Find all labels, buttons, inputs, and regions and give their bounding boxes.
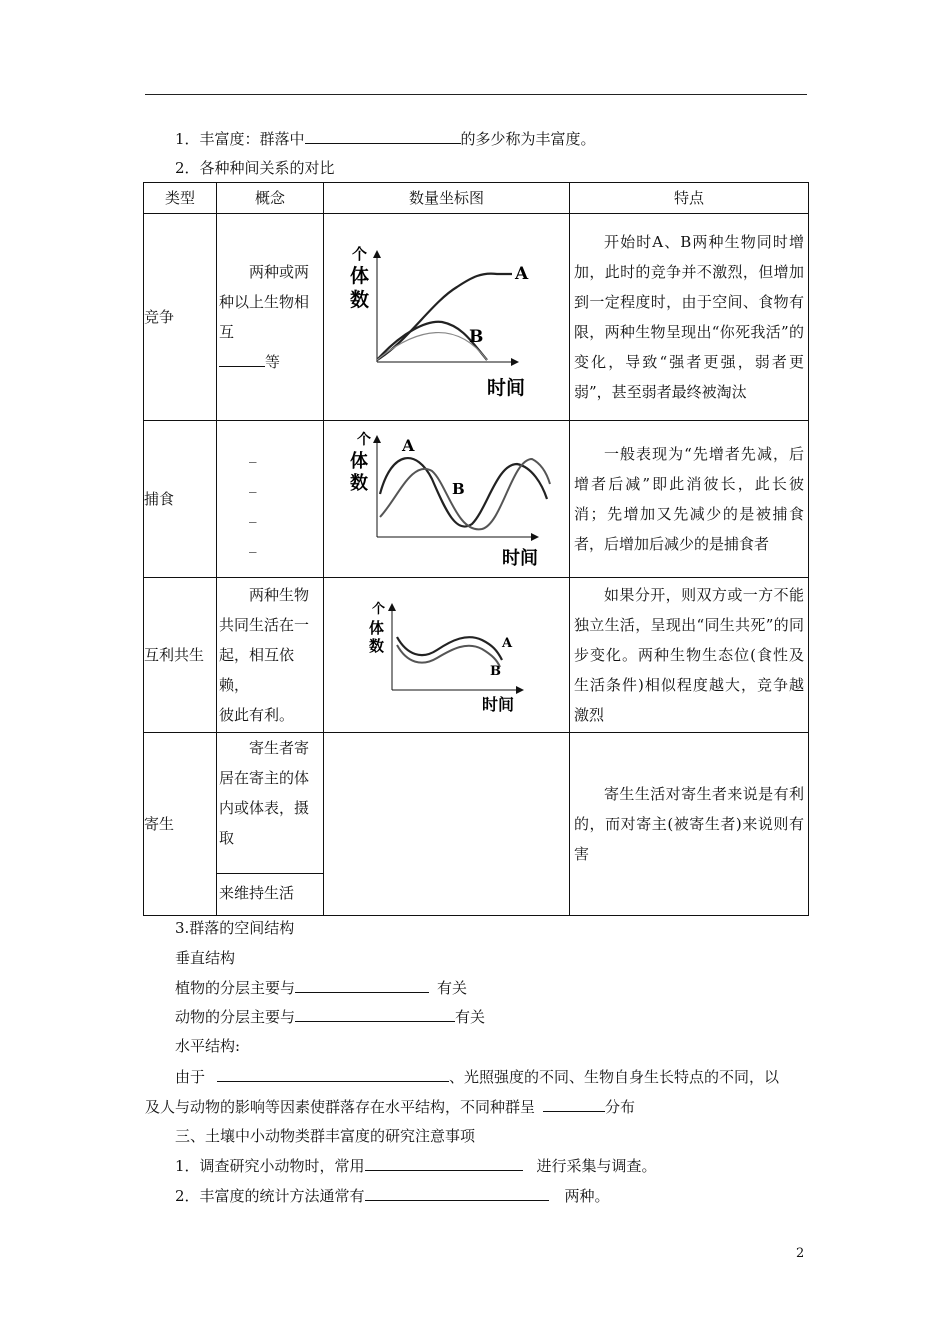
answer-blank[interactable] [365, 1155, 523, 1171]
table-row-parasitism [144, 733, 809, 916]
answer-blank[interactable] [295, 1006, 455, 1022]
y-axis-label-2: 体 [349, 265, 369, 287]
series-a-line [397, 637, 502, 660]
feature-cell [570, 214, 809, 421]
concept-line: 种以上生物相 [219, 293, 310, 311]
x-axis-label: 时间 [481, 695, 514, 714]
q1-prefix: 1．丰富度：群落中 [175, 130, 305, 148]
series-b-label: B [451, 480, 465, 498]
q1-suffix: 的多少称为丰富度。 [460, 130, 596, 148]
concept-line: 寄生者寄 [249, 739, 310, 757]
h-mid: 、光照强度的不同、生物自身生长特点的不同，以 [449, 1068, 780, 1086]
y-axis-label-2: 体 [349, 451, 368, 472]
plant-layering [175, 977, 467, 998]
answer-blank[interactable] [543, 1096, 605, 1112]
y-axis-label-1: 个 [356, 432, 371, 448]
y-axis-label-3: 数 [349, 289, 369, 311]
soil-item-2 [175, 1185, 610, 1206]
item1-prefix: 1．调查研究小动物时，常用 [175, 1157, 365, 1175]
header-rule [145, 94, 807, 95]
page-number: 2 [796, 1246, 805, 1261]
y-axis-label-1: 个 [351, 245, 367, 263]
vertical-structure: 垂直结构 [175, 949, 236, 967]
chart-cell [324, 578, 570, 733]
feature-cell [570, 733, 809, 916]
concept-cell [217, 421, 324, 578]
animal-prefix: 动物的分层主要与 [175, 1008, 296, 1026]
series-b-line [380, 459, 550, 529]
header-feature: 特点 [673, 189, 704, 207]
feature-cell [570, 578, 809, 733]
concept-tail: 来维持生活 [219, 884, 295, 902]
h-prefix: 由于 [175, 1068, 206, 1086]
mutualism-chart [347, 595, 547, 715]
y-axis-label-1: 个 [371, 602, 385, 617]
series-b-line [397, 645, 500, 667]
table-row-predation [144, 421, 809, 578]
y-axis-label-2: 体 [368, 619, 384, 637]
horizontal-line-1 [175, 1066, 779, 1087]
concept-line: 内或体表，摄 [219, 799, 310, 817]
series-a-label: A [401, 436, 414, 455]
answer-mark[interactable]: _ [249, 505, 257, 523]
header-type: 类型 [164, 189, 195, 207]
series-b-label: B [468, 327, 483, 347]
h-line2-prefix: 及人与动物的影响等因素使群落存在水平结构，不同种群呈 [145, 1098, 536, 1116]
concept-line: 取 [219, 829, 235, 847]
series-a-label: A [501, 636, 512, 651]
header-chart: 数量坐标图 [408, 189, 484, 207]
answer-blank[interactable] [217, 1066, 449, 1082]
feature-text: 一般表现为“先增者先减，后增者后减”即此消彼长，此长彼消；先增加又先减少的是被捕食者，后增加后减少的是捕食者 [574, 445, 804, 553]
answer-blank[interactable] [305, 128, 461, 144]
answer-mark[interactable]: _ [249, 445, 257, 463]
answer-blank[interactable] [295, 977, 429, 993]
concept-line: 互 [219, 323, 235, 341]
table-row-mutualism [144, 578, 809, 733]
series-b-label: B [489, 664, 501, 679]
soil-item-1 [175, 1155, 657, 1176]
concept-cell [217, 214, 324, 421]
type-cell: 竞争 [144, 214, 217, 421]
table-row-competition [144, 214, 809, 421]
concept-line: 两种生物 [249, 586, 310, 604]
chart-cell [324, 214, 570, 421]
answer-blank[interactable] [219, 351, 265, 367]
item2-prefix: 2．丰富度的统计方法通常有 [175, 1187, 365, 1205]
header-concept: 概念 [254, 189, 285, 207]
question-1 [175, 128, 596, 149]
answer-mark[interactable]: _ [249, 475, 257, 493]
plant-prefix: 植物的分层主要与 [175, 979, 296, 997]
plant-suffix: 有关 [437, 979, 468, 997]
feature-text: 如果分开，则双方或一方不能独立生活，呈现出“同生共死”的同步变化。两种生物生态位(食性及生活条件)相似程度越大，竞争越激烈 [574, 586, 804, 724]
predation-chart [332, 429, 562, 569]
table-header-row [144, 183, 809, 214]
chart-cell-empty [324, 733, 570, 916]
concept-line: 两种或两 [249, 263, 310, 281]
y-axis-label-3: 数 [349, 473, 368, 494]
concept-cell [217, 733, 324, 916]
feature-text: 寄生生活对寄生者来说是有利的，而对寄主(被寄生者)来说则有害 [574, 785, 804, 863]
question-2-title: 2．各种种间关系的对比 [175, 159, 335, 177]
animal-suffix: 有关 [455, 1008, 486, 1026]
animal-layering [175, 1006, 485, 1027]
item1-suffix: 进行采集与调查。 [536, 1157, 657, 1175]
concept-line: 共同生活在一 [219, 616, 310, 634]
feature-text: 开始时A、B两种生物同时增加，此时的竞争并不激烈，但增加到一定程度时，由于空间、食物有限，两种生物呈现出“你死我活”的变化，导致“强者更强，弱者更弱”，甚至弱者最终被淘汰 [574, 233, 804, 401]
feature-cell [570, 421, 809, 578]
horizontal-structure: 水平结构: [175, 1037, 241, 1055]
chart-cell [324, 421, 570, 578]
type-cell: 寄生 [144, 733, 217, 916]
answer-mark[interactable]: _ [249, 535, 257, 553]
relationship-table [143, 182, 809, 916]
x-axis-label: 时间 [501, 548, 538, 569]
concept-cell [217, 578, 324, 733]
concept-line: 彼此有利。 [219, 706, 295, 724]
type-cell: 互利共生 [144, 578, 217, 733]
answer-blank[interactable] [365, 1185, 549, 1201]
section-3-title: 3.群落的空间结构 [175, 919, 295, 937]
item2-suffix: 两种。 [564, 1187, 610, 1205]
horizontal-line-2 [145, 1096, 635, 1117]
concept-tail: 等 [265, 353, 281, 371]
y-axis-label-3: 数 [368, 637, 384, 655]
type-cell: 捕食 [144, 421, 217, 578]
series-a-label: A [514, 264, 528, 284]
concept-line: 居在寄主的体 [219, 769, 310, 787]
series-a-line [377, 274, 512, 360]
h-line2-suffix: 分布 [605, 1098, 636, 1116]
competition-chart [347, 232, 547, 402]
concept-line: 起，相互依赖， [219, 646, 295, 694]
soil-section-title: 三、土壤中小动物类群丰富度的研究注意事项 [175, 1127, 476, 1145]
x-axis-label: 时间 [486, 377, 525, 399]
